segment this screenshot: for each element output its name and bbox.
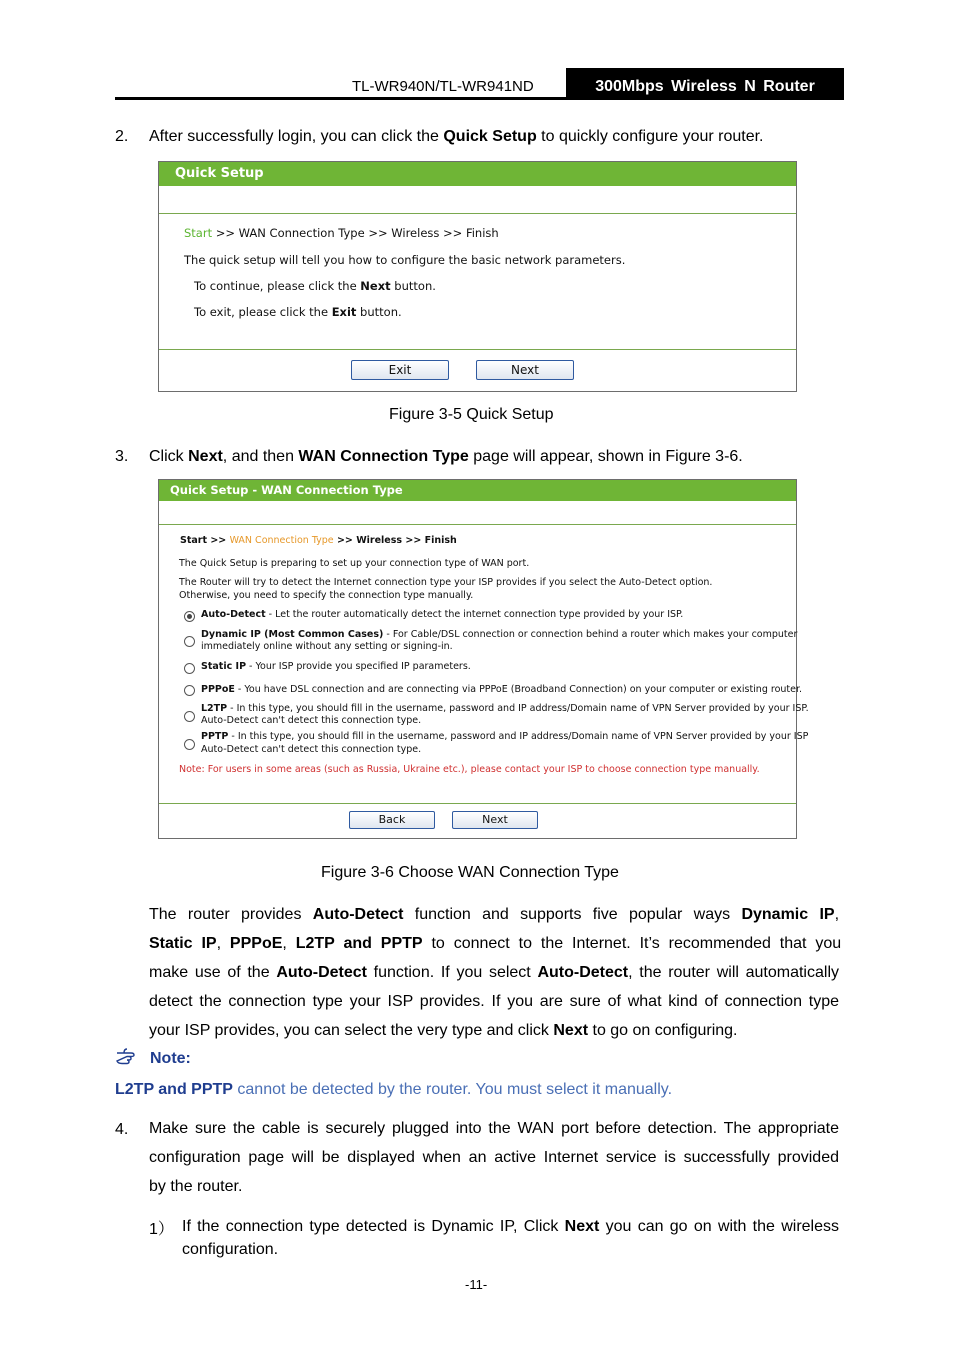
body-line: The router provides Auto-Detect function and supports five popular ways Dynamic IP, (149, 906, 840, 923)
option-l2tp-line2: Auto-Detect can't detect this connection type. (201, 715, 422, 726)
note-label: Note: (150, 1050, 191, 1067)
step-4-number: 4. (115, 1121, 129, 1138)
step-4-line: configuration page will be displayed when an active Internet service is successfully provided (149, 1149, 839, 1166)
pointing-hand-icon (115, 1046, 141, 1066)
exit-instruction: To exit, please click the Exit button. (194, 305, 402, 319)
option-auto-detect: Auto-Detect - Let the router automatically detect the internet connection type provided by your ISP. (201, 609, 684, 620)
option-l2tp: L2TP - In this type, you should fill in the username, password and IP address/Domain name of VPN Server provided by your ISP. (201, 703, 809, 714)
option-static-ip: Static IP - Your ISP provide you specified IP parameters. (201, 661, 471, 672)
option-pptp: PPTP - In this type, you should fill in the username, password and IP address/Domain name of VPN Server provided by your ISP (201, 731, 809, 742)
header-rule (115, 97, 844, 100)
option-pptp-line2: Auto-Detect can't detect this connection type. (201, 744, 422, 755)
back-button[interactable]: Back (349, 811, 435, 829)
step-3-text: Click Next, and then WAN Connection Type page will appear, shown in Figure 3-6. (149, 448, 743, 465)
figure-quick-setup (158, 161, 797, 392)
separator (159, 524, 796, 525)
step-4-text (149, 1114, 839, 1201)
step-4-line: by the router. (149, 1178, 243, 1195)
isp-note: Note: For users in some areas (such as Russia, Ukraine etc.), please contact your ISP to choose connection type manually. (179, 764, 760, 775)
continue-instruction: To continue, please click the Next button. (194, 279, 436, 293)
next-button[interactable]: Next (476, 360, 574, 380)
separator (159, 213, 796, 214)
substep-number: 1） (149, 1221, 174, 1238)
note-text: L2TP and PPTP cannot be detected by the router. You must select it manually. (115, 1081, 673, 1098)
body-line: make use of the Auto-Detect function. If you select Auto-Detect, the router will automatically (149, 964, 839, 981)
figure-wan-connection-type (158, 479, 809, 839)
figure-title-bar: Quick Setup - WAN Connection Type (159, 480, 796, 501)
intro-line: The Router will try to detect the Internet connection type your ISP provides if you select the Auto-Detect option. (179, 577, 713, 588)
body-line: your ISP provides, you can select the very type and click Next to go on configuring. (149, 1022, 738, 1039)
option-dynamic-ip: Dynamic IP (Most Common Cases) - For Cable/DSL connection or connection behind a router which makes your computer (201, 629, 798, 640)
substep-line: configuration. (182, 1241, 279, 1258)
figure-title-bar: Quick Setup (159, 162, 796, 186)
intro-line: The Quick Setup is preparing to set up your connection type of WAN port. (179, 558, 530, 569)
figure-caption: Figure 3-6 Choose WAN Connection Type (321, 864, 619, 881)
radio-static-ip[interactable] (184, 663, 195, 674)
body-line: detect the connection type your ISP provides. If you are sure of what kind of connection type (149, 993, 839, 1010)
substep-text (182, 1215, 839, 1261)
radio-auto-detect[interactable] (184, 611, 195, 622)
radio-pppoe[interactable] (184, 685, 195, 696)
substep-line: If the connection type detected is Dynamic IP, Click Next you can go on with the wireless (182, 1218, 839, 1235)
radio-l2tp[interactable] (184, 711, 195, 722)
step-2-text: After successfully login, you can click the Quick Setup to quickly configure your router. (149, 128, 764, 145)
step-2-number: 2. (115, 128, 129, 145)
body-line: Static IP, PPPoE, L2TP and PPTP to connect to the Internet. It’s recommended that you (149, 935, 842, 952)
radio-pptp[interactable] (184, 739, 195, 750)
description-line: The quick setup will tell you how to configure the basic network parameters. (184, 253, 626, 267)
exit-button[interactable]: Exit (351, 360, 449, 380)
breadcrumb: Start >> WAN Connection Type >> Wireless >> Finish (184, 226, 499, 240)
step-4-line: Make sure the cable is securely plugged into the WAN port before detection. The appropriate (149, 1120, 839, 1137)
breadcrumb: Start >> WAN Connection Type >> Wireless >> Finish (180, 535, 457, 546)
header-product: 300Mbps Wireless N Router (566, 68, 844, 99)
option-pppoe: PPPoE - You have DSL connection and are connecting via PPPoE (Broadband Connection) on your computer or existing router. (201, 684, 803, 695)
next-button[interactable]: Next (452, 811, 538, 829)
separator (159, 803, 796, 804)
intro-line: Otherwise, you need to specify the connection type manually. (179, 590, 474, 601)
radio-dynamic-ip[interactable] (184, 636, 195, 647)
option-dynamic-ip-line2: immediately online without any setting or signing-in. (201, 641, 453, 652)
page-number: -11- (465, 1277, 488, 1292)
body-paragraph (149, 900, 842, 1045)
separator (159, 349, 796, 350)
figure-caption: Figure 3-5 Quick Setup (389, 406, 554, 423)
step-3-number: 3. (115, 448, 129, 465)
header-model: TL-WR940N/TL-WR941ND (352, 78, 534, 95)
